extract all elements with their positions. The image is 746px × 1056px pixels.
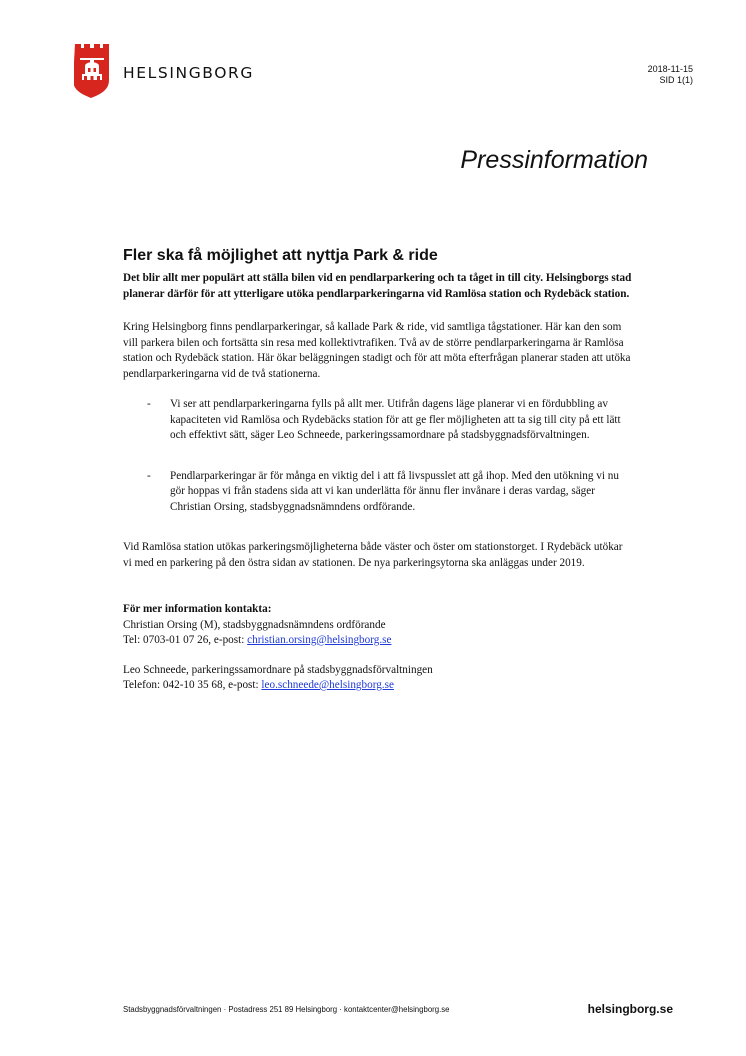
document-type: Pressinformation [460, 146, 648, 174]
contact-name: Leo Schneede, parkeringssamordnare på stadsbyggnadsförvaltningen [123, 663, 433, 676]
page-number: SID 1(1) [659, 75, 693, 85]
email-link[interactable]: leo.schneede@helsingborg.se [261, 679, 394, 691]
document-date: 2018-11-15 [647, 64, 693, 74]
contact-phone: Tel: 0703-01 07 26, e-post: [123, 634, 248, 646]
contact-phone: Telefon: 042-10 35 68, e-post: [123, 679, 262, 691]
contact-name: Christian Orsing (M), stadsbyggnadsnämndens ordförande [123, 618, 386, 631]
quote-text: Vi ser att pendlarparkeringarna fylls på allt mer. Utifrån dagens läge planerar vi en fördubbling av kapaciteten vid Ramlösa och Rydebäcks station för att ge fler möjligheten att ta sig till city på ett lätt och effektivt sätt, säger Leo Schneede, parkeringssamordnare på stadsbyggnadsförvaltningen. [170, 398, 621, 441]
contact-phone-line [123, 678, 633, 694]
contact-person [123, 663, 633, 694]
brand-name: HELSINGBORG [123, 64, 255, 82]
document-meta [648, 64, 693, 86]
quote-text: Pendlarparkeringar är för många en viktig del i att få livspusslet att gå ihop. Med den utökning vi nu gör hoppas vi från stadens sida att vi kan underlätta för ännu fler invånare i deras vardag, säger Christian Orsing, stadsbyggnadsnämndens ordförande. [170, 469, 619, 513]
contact-section [123, 602, 633, 694]
bullet-dash: - [147, 469, 151, 482]
footer-address: Stadsbyggnadsförvaltningen · Postadress 251 89 Helsingborg · kontaktcenter@helsingborg.se [123, 1005, 450, 1014]
email-link[interactable]: christian.orsing@helsingborg.se [247, 634, 392, 646]
article [123, 246, 633, 708]
contact-phone-line [123, 633, 633, 649]
article-paragraph: Kring Helsingborg finns pendlarparkeringar, så kallade Park & ride, vid samtliga tågstationer. Här kan den som vill parkera bilen och fortsätta sin resa med kollektivtrafiken. Två av de större pendlarparkeringarna är Ramlösa station och Rydebäck station. Här ökar beläggningen stadigt och för att möta efterfrågan planerar staden att utöka pendlarparkeringarna vid de två stationerna. [123, 321, 631, 380]
quote-item [123, 397, 633, 444]
helsingborg-crest-logo [74, 44, 110, 98]
contact-person [123, 618, 633, 649]
quote-item [123, 469, 633, 516]
article-headline: Fler ska få möjlighet att nyttja Park & ride [123, 247, 438, 264]
contact-heading: För mer information kontakta: [123, 603, 272, 615]
article-paragraph: Vid Ramlösa station utökas parkeringsmöjligheterna både väster och öster om stationstorget. I Rydebäck utökar vi med en parkering på den östra sidan av stationen. De nya parkeringsytorna ska anläggas under 2019. [123, 541, 623, 569]
bullet-dash: - [147, 398, 151, 410]
article-ingress: Det blir allt mer populärt att ställa bilen vid en pendlarparkering och ta tåget in till city. Helsingborgs stad planerar därför för att ytterligare utöka pendlarparkeringarna vid Ramlösa station och Rydebäck station. [123, 272, 632, 300]
footer-site: helsingborg.se [587, 1002, 673, 1016]
